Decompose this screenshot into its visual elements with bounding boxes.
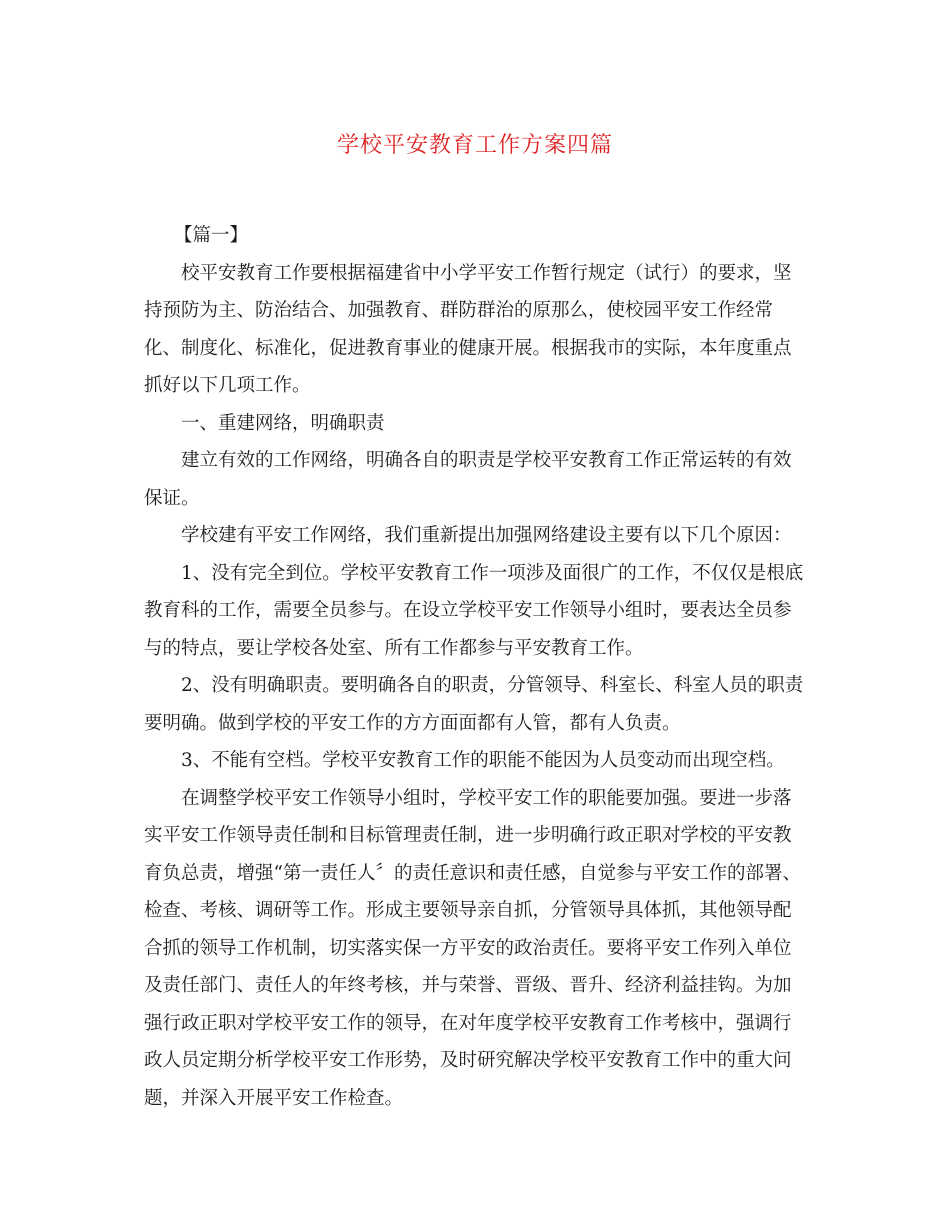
paragraph: 1、没有完全到位。学校平安教育工作一项涉及面很广的工作，不仅仅是根底教育科的工作，需要全员参与。在设立学校平安工作领导小组时，要表达全员参与的特点，要让学校各处室、所有工作都参与平安教育工作。 [144, 562, 804, 659]
section-label: 【篇一】 [174, 225, 249, 246]
paragraph: 校平安教育工作要根据福建省中小学平安工作暂行规定（试行）的要求，坚持预防为主、防治结合、加强教育、群防群治的原那么，使校园平安工作经常化、制度化、标准化，促进教育事业的健康开展。根据我市的实际，本年度重点抓好以下几项工作。 [144, 262, 792, 396]
paragraph: 2、没有明确职责。要明确各自的职责，分管领导、科室长、科室人员的职责要明确。做到学校的平安工作的方方面面都有人管，都有人负责。 [144, 675, 804, 734]
paragraph: 3、不能有空档。学校平安教育工作的职能不能因为人员变动而出现空档。 [181, 750, 785, 771]
paragraph: 学校建有平安工作网络，我们重新提出加强网络建设主要有以下几个原因： [181, 525, 792, 546]
paragraph: 建立有效的工作网络，明确各自的职责是学校平安教育工作正常运转的有效保证。 [144, 450, 792, 509]
paragraph: 一、重建网络，明确职责 [181, 412, 385, 434]
paragraph: 在调整学校平安工作领导小组时，学校平安工作的职能要加强。要进一步落实平安工作领导责任制和目标管理责任制，进一步明确行政正职对学校的平安教育负总责，增强“第一责任人〞的责任意识和责任感，自觉参与平安工作的部署、检查、考核、调研等工作。形成主要领导亲自抓，分管领导具体抓，其他领导配合抓的领导工作机制，切实落实保一方平安的政治责任。要将平安工作列入单位及责任部门、责任人的年终考核，并与荣誉、晋级、晋升、经济利益挂钩。为加强行政正职对学校平安工作的领导，在对年度学校平安教育工作考核中，强调行政人员定期分析学校平安工作形势，及时研究解决学校平安教育工作中的重大问题，并深入开展平安工作检查。 [144, 787, 801, 1109]
document-body [144, 217, 808, 1117]
document-title: 学校平安教育工作方案四篇 [336, 133, 613, 158]
